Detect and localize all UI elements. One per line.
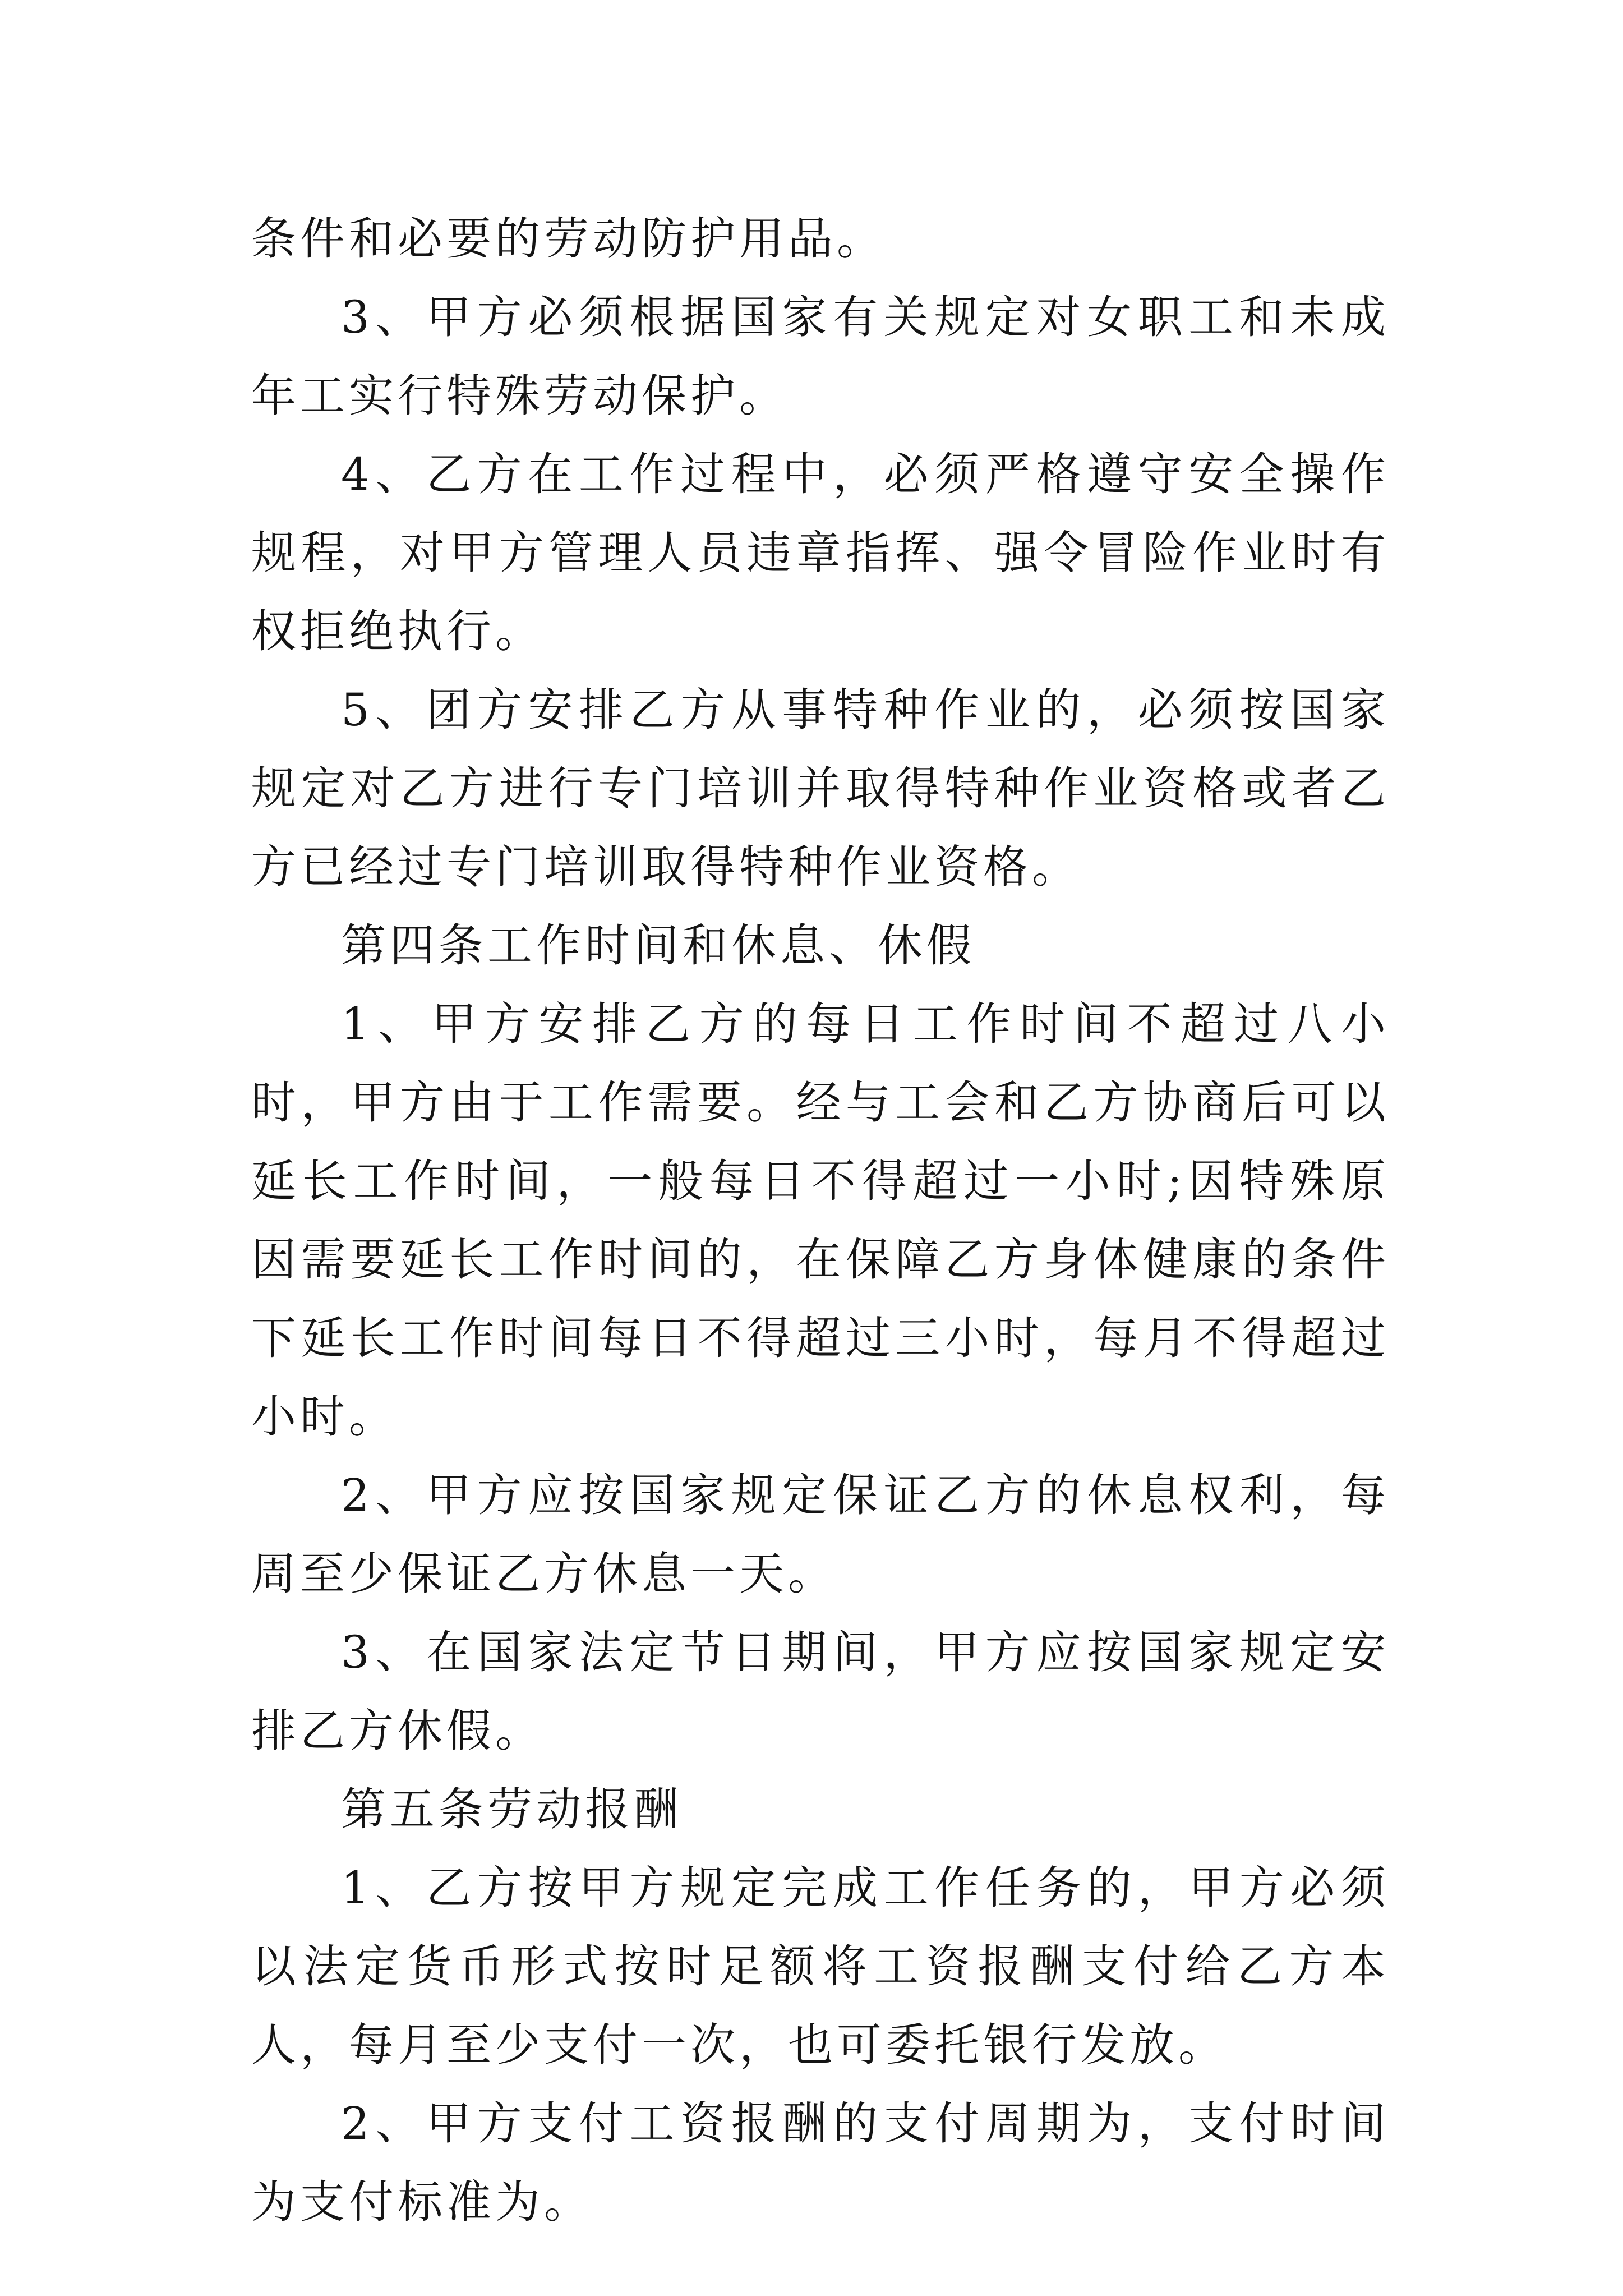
- document-body: [251, 200, 1390, 2242]
- clause-4-1: 1、甲方安排乙方的每日工作时间不超过八小时，甲方由于工作需要。经与工会和乙方协商后可以延长工作时间，一般每日不得超过一小时;因特殊原因需要延长工作时间的，在保障乙方身体健康的条件下延长工作时间每日不得超过三小时，每月不得超过 小时。: [251, 998, 1390, 1443]
- article-4-heading: 第四条工作时间和休息、休假: [341, 919, 975, 972]
- paragraph-continuation: 条件和必要的劳动防护用品。: [251, 213, 886, 265]
- clause-4-3: 3、在国家法定节日期间，甲方应按国家规定安排乙方休假。: [251, 1626, 1390, 1757]
- clause-5-2: 2、甲方支付工资报酬的支付周期为，支付时间为支付标准为。: [251, 2097, 1390, 2228]
- clause-3-5: 5、团方安排乙方从事特种作业的，必须按国家规定对乙方进行专门培训并取得特种作业资格或者乙方已经过专门培训取得特种作业资格。: [251, 684, 1390, 893]
- clause-3-4: 4、乙方在工作过程中，必须严格遵守安全操作规程，对甲方管理人员违章指挥、强令冒险作业时有权拒绝执行。: [251, 448, 1390, 657]
- clause-4-2: 2、甲方应按国家规定保证乙方的休息权利，每周至少保证乙方休息一天。: [251, 1469, 1390, 1600]
- clause-5-1: 1、乙方按甲方规定完成工作任务的，甲方必须以法定货币形式按时足额将工资报酬支付给乙方本人，每月至少支付一次，也可委托银行发放。: [251, 1862, 1390, 2071]
- clause-3-3: 3、甲方必须根据国家有关规定对女职工和未成年工实行特殊劳动保护。: [251, 291, 1390, 422]
- article-5-heading: 第五条劳动报酬: [341, 1783, 683, 1835]
